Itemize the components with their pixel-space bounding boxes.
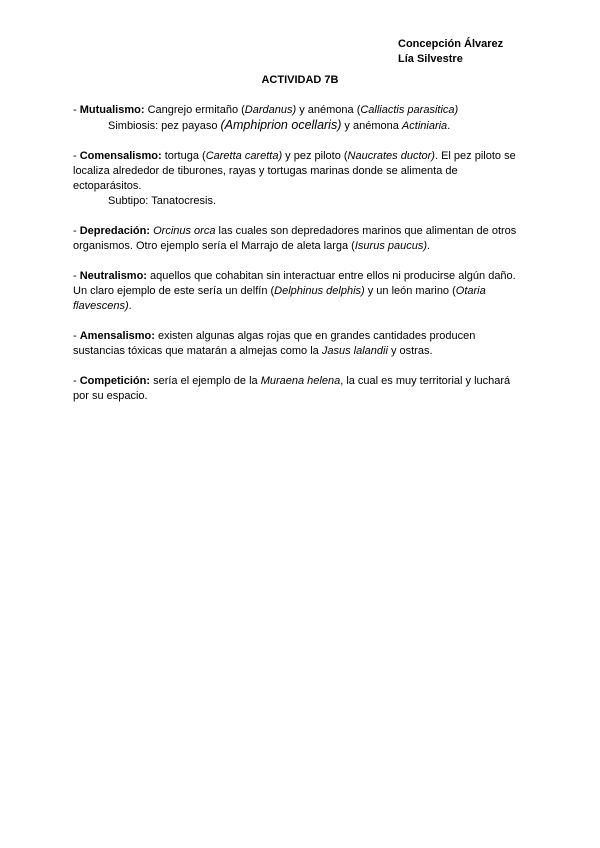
paragraph-amensalismo xyxy=(73,329,528,359)
text-run: Simbiosis: pez payaso xyxy=(108,120,221,132)
text-line xyxy=(73,149,528,164)
species-name: Muraena helena xyxy=(260,375,341,387)
text-run: . xyxy=(128,300,132,312)
text-line xyxy=(73,329,528,344)
text-run: . El pez piloto se xyxy=(434,150,516,162)
text-run: y anémona xyxy=(341,120,402,132)
document-title: ACTIVIDAD 7B xyxy=(261,74,339,86)
text-line xyxy=(73,284,528,299)
species-name: Naucrates ductor) xyxy=(347,150,435,162)
bullet-dash: - xyxy=(73,270,80,282)
text-run: aquellos que cohabitan sin interactuar entre ellos ni producirse algún daño. xyxy=(146,270,516,282)
term-label: Comensalismo: xyxy=(79,150,162,162)
bullet-dash: - xyxy=(73,104,80,116)
bullet-dash: - xyxy=(73,375,80,387)
term-label: Competición: xyxy=(79,375,151,387)
text-line xyxy=(73,103,528,118)
species-name: Jasus lalandii xyxy=(321,345,388,357)
text-run: . xyxy=(427,240,431,252)
text-run: Cangrejo ermitaño ( xyxy=(144,104,245,116)
paragraph-comensalismo xyxy=(73,149,528,209)
bullet-dash: - xyxy=(73,225,80,237)
paragraph-neutralismo xyxy=(73,269,528,314)
document-body xyxy=(73,103,528,419)
text-run: . xyxy=(447,120,451,132)
term-label: Neutralismo: xyxy=(79,270,147,282)
text-line xyxy=(73,239,528,254)
authors-block xyxy=(398,37,503,67)
paragraph-mutualismo xyxy=(73,103,528,134)
text-run: tortuga ( xyxy=(161,150,206,162)
text-line xyxy=(73,269,528,284)
text-line xyxy=(73,374,528,389)
text-run: sería el ejemplo de la xyxy=(150,375,261,387)
subtype-line: Subtipo: Tanatocresis. xyxy=(108,195,217,207)
text-run: , la cual es muy territorial y luchará xyxy=(340,375,511,387)
text-line: localiza alrededor de tiburones, rayas y tortugas marinas donde se alimenta de xyxy=(73,165,458,177)
species-name: Dardanus) xyxy=(244,104,297,116)
text-line xyxy=(73,344,528,359)
species-name: flavescens) xyxy=(73,300,129,312)
text-line xyxy=(73,224,528,239)
species-name: Orcinus orca xyxy=(153,225,216,237)
text-run: y ostras. xyxy=(387,345,433,357)
text-line xyxy=(73,299,528,314)
paragraph-depredacion xyxy=(73,224,528,254)
text-run: existen algunas algas rojas que en grandes cantidades producen xyxy=(154,330,476,342)
text-run: y un león marino ( xyxy=(364,285,456,297)
bullet-dash: - xyxy=(73,330,80,342)
term-label: Depredación: xyxy=(79,225,151,237)
term-label: Mutualismo: xyxy=(79,104,145,116)
text-run: organismos. Otro ejemplo sería el Marrajo de aleta larga ( xyxy=(73,240,355,252)
species-name: Calliactis parasitica) xyxy=(360,104,459,116)
bullet-dash: - xyxy=(73,150,80,162)
author-name: Concepción Álvarez xyxy=(398,38,504,50)
text-line xyxy=(73,118,528,134)
text-line: por su espacio. xyxy=(73,390,148,402)
species-name: (Amphiprion ocellaris) xyxy=(220,118,342,132)
term-label: Amensalismo: xyxy=(79,330,155,342)
paragraph-competicion xyxy=(73,374,528,404)
species-name: Isurus paucus) xyxy=(354,240,428,252)
text-run: sustancias tóxicas que matarán a almejas como la xyxy=(73,345,322,357)
text-line: ectoparásitos. xyxy=(73,180,142,192)
text-run: y pez piloto ( xyxy=(282,150,348,162)
species-name: Actiniaria xyxy=(401,120,448,132)
species-name: Caretta caretta) xyxy=(205,150,283,162)
text-run: Un claro ejemplo de este sería un delfín ( xyxy=(73,285,275,297)
text-run: las cuales son depredadores marinos que alimentan de otros xyxy=(215,225,517,237)
species-name: Otaria xyxy=(455,285,486,297)
author-name: Lía Silvestre xyxy=(398,53,463,65)
species-name: Delphinus delphis) xyxy=(274,285,365,297)
text-run: y anémona ( xyxy=(296,104,361,116)
